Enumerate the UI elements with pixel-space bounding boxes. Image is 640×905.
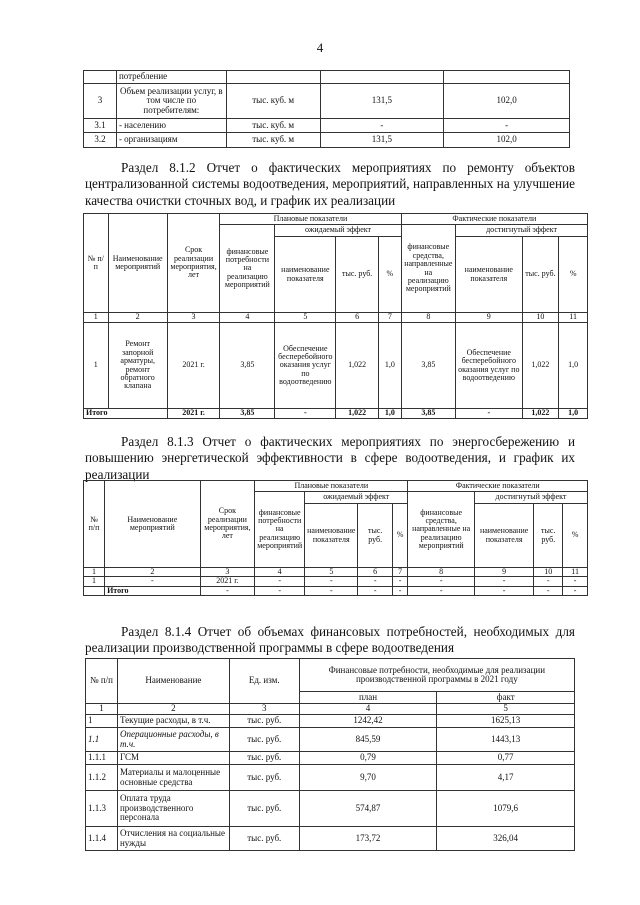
col-number: 4 <box>255 568 305 577</box>
header-rub: тыс. руб. <box>336 237 379 313</box>
cell-plan: - <box>320 119 444 133</box>
cell: - <box>408 586 475 595</box>
col-number: 8 <box>401 313 455 323</box>
col-number: 11 <box>559 313 588 323</box>
section-8-1-4-title: Раздел 8.1.4 Отчет об объемах финансовых потребностей, необходимых для реализации производственной программы в сфере водоотведения <box>85 624 575 656</box>
table-row <box>86 765 575 791</box>
page-number: 4 <box>316 40 324 55</box>
cell-name: Операционные расходы, в т.ч. <box>117 728 229 752</box>
cell-effect: Обеспечение бесперебойного оказания услуг по водоотведению <box>275 323 336 409</box>
cell: - <box>358 577 392 586</box>
cell-num: 1.1.4 <box>86 827 118 851</box>
header-name: Наименование <box>117 659 229 704</box>
energy-measures-table <box>83 480 588 596</box>
header-pct: % <box>379 237 401 313</box>
header-actual: Фактические показатели <box>408 481 588 492</box>
table-row <box>84 119 570 133</box>
total-effect: - <box>275 409 336 419</box>
header-actual: Фактические показатели <box>401 214 587 225</box>
cell-fact <box>444 71 570 84</box>
total-term: 2021 г. <box>167 409 219 419</box>
col-number: 7 <box>392 568 408 577</box>
header-fin: Финансовые потребности, необходимые для реализации производственной программы в 2021 году <box>299 659 574 692</box>
total-rub: 1,022 <box>336 409 379 419</box>
cell-name: - организациям <box>116 133 226 148</box>
cell: - <box>392 586 408 595</box>
cell-fact: 4,17 <box>437 765 575 791</box>
header-plan: план <box>299 692 437 704</box>
header-pct: % <box>392 504 408 568</box>
cell-unit: тыс. руб. <box>229 715 299 728</box>
col-number: 10 <box>522 313 559 323</box>
header-ind-name-2: наименование показателя <box>456 237 522 313</box>
header-achieved: достигнутый эффект <box>474 492 587 504</box>
cell-name: Материалы и малоценные основные средства <box>117 765 229 791</box>
col-number: 6 <box>336 313 379 323</box>
cell: - <box>474 586 533 595</box>
col-number: 1 <box>84 568 105 577</box>
col-number: 10 <box>534 568 563 577</box>
cell-plan: 0,79 <box>299 752 437 765</box>
header-planned: Плановые показатели <box>255 481 408 492</box>
cell <box>84 586 105 595</box>
header-achieved: достигнутый эффект <box>456 225 588 237</box>
col-number: 2 <box>105 568 201 577</box>
header-rub-2: тыс. руб. <box>534 504 563 568</box>
cell-fact: 326,04 <box>437 827 575 851</box>
cell-plan: 9,70 <box>299 765 437 791</box>
col-number: 2 <box>117 704 229 715</box>
cell-num: 1 <box>86 715 118 728</box>
header-fin-need: финансовые потребности на реализацию мероприятий <box>220 225 275 313</box>
col-number: 1 <box>84 313 109 323</box>
total-effect-2: - <box>456 409 522 419</box>
cell-unit: тыс. руб. <box>229 728 299 752</box>
col-number: 5 <box>437 704 575 715</box>
col-number: 3 <box>200 568 255 577</box>
table-row <box>84 577 588 586</box>
section-8-1-2-title: Раздел 8.1.2 Отчет о фактических мероприятиях по ремонту объектов централизованной системы водоотведения, мероприятий, направленных на улучшение качества очистки сточных вод, и график их реализации <box>85 160 575 208</box>
cell-effect-2: Обеспечение бесперебойного оказания услуг по водоотведению <box>456 323 522 409</box>
header-pct-2: % <box>563 504 588 568</box>
total-pct-2: 1,0 <box>559 409 588 419</box>
total-label: Итого <box>84 409 168 419</box>
cell-name: Отчисления на социальные нужды <box>117 827 229 851</box>
cell-fact: 102,0 <box>444 133 570 148</box>
cell-name: - населению <box>116 119 226 133</box>
cell-unit: тыс. куб. м <box>226 133 320 148</box>
cell-term: 2021 г. <box>167 323 219 409</box>
cell-plan: 173,72 <box>299 827 437 851</box>
cell-num: 1.1.1 <box>86 752 118 765</box>
col-number: 5 <box>305 568 358 577</box>
column-numbers-row <box>84 313 588 323</box>
cell-pct-2: 1,0 <box>559 323 588 409</box>
header-fin-need: финансовые потребности на реализацию мероприятий <box>255 492 305 568</box>
header-fin-means: финансовые средства, направленные на реализацию мероприятий <box>401 225 455 313</box>
cell-name: Текущие расходы, в т.ч. <box>117 715 229 728</box>
total-label: Итого <box>105 586 201 595</box>
cell-fact: 1443,13 <box>437 728 575 752</box>
cell: 1 <box>84 577 105 586</box>
cell: - <box>255 577 305 586</box>
col-number: 1 <box>86 704 118 715</box>
header-term: Срок реализации мероприятия, лет <box>167 214 219 313</box>
cell-name: Ремонт запорной арматуры, ремонт обратного клапана <box>108 323 167 409</box>
cell: - <box>305 577 358 586</box>
table-row <box>84 84 570 119</box>
cell: - <box>255 586 305 595</box>
header-num: № п/п <box>86 659 118 704</box>
cell: - <box>534 586 563 595</box>
cell-rub-2: 1,022 <box>522 323 559 409</box>
cell-fin-need: 3,85 <box>220 323 275 409</box>
header-ind-name: наименование показателя <box>275 237 336 313</box>
cell-name: Оплата труда производственного персонала <box>117 791 229 827</box>
col-number: 11 <box>563 568 588 577</box>
col-number: 5 <box>275 313 336 323</box>
header-fact: факт <box>437 692 575 704</box>
cell: - <box>392 577 408 586</box>
col-number: 8 <box>408 568 475 577</box>
cell: 2021 г. <box>200 577 255 586</box>
header-fin-means: финансовые средства, направленные на реализацию мероприятий <box>408 492 475 568</box>
header-rub: тыс. руб. <box>358 504 392 568</box>
header-num: № п/п <box>84 481 105 568</box>
cell-plan: 574,87 <box>299 791 437 827</box>
header-unit: Ед. изм. <box>229 659 299 704</box>
cell-fact: 1625,13 <box>437 715 575 728</box>
cell-num: 3 <box>84 84 117 119</box>
column-numbers-row <box>84 568 588 577</box>
table-row <box>84 133 570 148</box>
cell-rub: 1,022 <box>336 323 379 409</box>
total-row <box>84 409 588 419</box>
total-fin-need: 3,85 <box>220 409 275 419</box>
cell: - <box>105 577 201 586</box>
cell: - <box>534 577 563 586</box>
table-row <box>86 728 575 752</box>
total-rub-2: 1,022 <box>522 409 559 419</box>
total-pct: 1,0 <box>379 409 401 419</box>
header-expected: ожидаемый эффект <box>275 225 401 237</box>
financial-needs-table <box>85 658 575 851</box>
cell: - <box>200 586 255 595</box>
cell-unit: тыс. руб. <box>229 791 299 827</box>
col-number: 3 <box>167 313 219 323</box>
cell-fact: 0,77 <box>437 752 575 765</box>
table-row <box>84 323 588 409</box>
header-pct-2: % <box>559 237 588 313</box>
cell-plan: 131,5 <box>320 133 444 148</box>
cell-plan: 131,5 <box>320 84 444 119</box>
col-number: 7 <box>379 313 401 323</box>
cell-num: 1.1.2 <box>86 765 118 791</box>
cell: - <box>408 577 475 586</box>
cell-fin-means: 3,85 <box>401 323 455 409</box>
cell-num: 3.1 <box>84 119 117 133</box>
column-numbers-row <box>86 704 575 715</box>
header-num: № п/п <box>84 214 109 313</box>
cell-name: ГСМ <box>117 752 229 765</box>
header-rub-2: тыс. руб. <box>522 237 559 313</box>
header-ind-name-2: наименование показателя <box>474 504 533 568</box>
col-number: 2 <box>108 313 167 323</box>
cell-unit: тыс. руб. <box>229 765 299 791</box>
col-number: 6 <box>358 568 392 577</box>
total-fin-means: 3,85 <box>401 409 455 419</box>
header-term: Срок реализации мероприятия, лет <box>200 481 255 568</box>
cell-plan: 1242,42 <box>299 715 437 728</box>
table-row <box>86 791 575 827</box>
cell-name: Объем реализации услуг, в том числе по потребителям: <box>116 84 226 119</box>
table-row <box>84 71 570 84</box>
col-number: 4 <box>299 704 437 715</box>
table-row <box>86 715 575 728</box>
cell-unit: тыс. куб. м <box>226 119 320 133</box>
cell-unit: тыс. куб. м <box>226 84 320 119</box>
total-row <box>84 586 588 595</box>
header-planned: Плановые показатели <box>220 214 401 225</box>
cell-num: 1.1.3 <box>86 791 118 827</box>
cell-unit <box>226 71 320 84</box>
cell-fact: 102,0 <box>444 84 570 119</box>
cell-num: 1.1 <box>86 728 118 752</box>
repair-measures-table <box>83 213 588 419</box>
section-8-1-3-title: Раздел 8.1.3 Отчет о фактических мероприятиях по энергосбережению и повышению энергетической эффективности в сфере водоотведения, и график их реализации <box>85 434 575 482</box>
cell-num <box>84 71 117 84</box>
col-number: 9 <box>474 568 533 577</box>
header-name: Наименование мероприятий <box>105 481 201 568</box>
header-ind-name: наименование показателя <box>305 504 358 568</box>
cell-num: 1 <box>84 323 109 409</box>
cell-name: потребление <box>116 71 226 84</box>
cell-num: 3.2 <box>84 133 117 148</box>
cell: - <box>563 577 588 586</box>
table-row <box>86 752 575 765</box>
cell-fact: - <box>444 119 570 133</box>
cell-pct: 1,0 <box>379 323 401 409</box>
cell-fact: 1079,6 <box>437 791 575 827</box>
cell-unit: тыс. руб. <box>229 752 299 765</box>
cell-unit: тыс. руб. <box>229 827 299 851</box>
cell-plan <box>320 71 444 84</box>
header-name: Наименование мероприятий <box>108 214 167 313</box>
cell: - <box>474 577 533 586</box>
cell: - <box>358 586 392 595</box>
header-expected: ожидаемый эффект <box>305 492 408 504</box>
cell-plan: 845,59 <box>299 728 437 752</box>
cell: - <box>563 586 588 595</box>
col-number: 4 <box>220 313 275 323</box>
table-row <box>86 827 575 851</box>
col-number: 3 <box>229 704 299 715</box>
col-number: 9 <box>456 313 522 323</box>
cell: - <box>305 586 358 595</box>
volume-table <box>83 70 570 148</box>
